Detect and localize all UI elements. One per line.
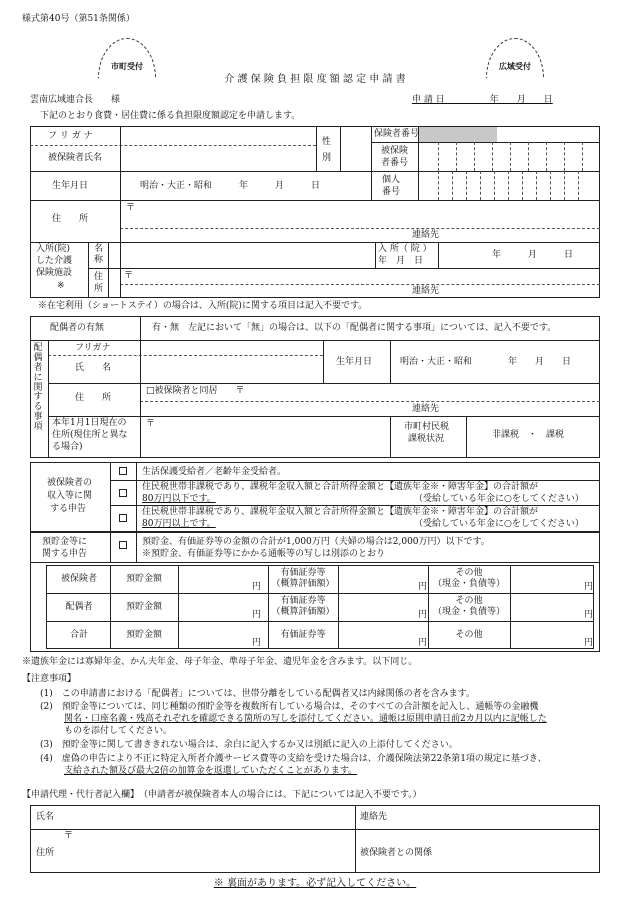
income-option-2-checkbox[interactable]: [119, 489, 127, 497]
facility-name-field[interactable]: [110, 243, 373, 267]
address-field[interactable]: [135, 203, 595, 227]
facility-label-4: ※: [57, 281, 65, 291]
securities-label: 有価証券等: [280, 630, 326, 640]
birthdate-label: 生年月日: [52, 181, 89, 191]
tax-status-label-1: 市町村民税: [404, 422, 450, 432]
savings-checkbox[interactable]: [119, 541, 127, 549]
other-amount-field[interactable]: [512, 623, 584, 647]
jan-address-label-3: る場合): [52, 442, 83, 452]
securities-sub-label: （概算評価額）: [271, 579, 335, 589]
region-reception-stamp: [486, 38, 544, 78]
addressee: 雲南広域連合長 様: [30, 95, 121, 105]
admission-date-label: 入 所（ 院 ）: [378, 244, 432, 254]
other-assets-label: その他: [455, 568, 483, 578]
income-option-2-note: （受給している年金に○をしてください）: [414, 494, 584, 504]
spouse-name-field[interactable]: [142, 341, 322, 382]
facility-address-label: 住: [94, 272, 104, 282]
tax-status-field[interactable]: 非課税 ・ 課税: [492, 430, 565, 440]
other-assets-sub-label: （現金・負債等）: [432, 607, 505, 617]
savings-text-1: 預貯金、有価証券等の金額の合計が1,000万円（夫婦の場合は2,000万円）以下です。: [142, 537, 490, 547]
savings-label-2: 関する申告: [42, 549, 88, 559]
note-1: (1) この申請書における「配偶者」については、世帯分離をしている配偶者又は内縁関係の者を含みます。: [40, 689, 475, 699]
securities-yen: 円: [418, 610, 428, 620]
cohabit-checkbox[interactable]: □被保険者と同居 〒: [146, 386, 245, 396]
other-assets-label: その他: [455, 630, 483, 640]
deposit-yen: 円: [252, 582, 262, 592]
other-assets-sub-label: （現金・負債等）: [432, 579, 505, 589]
note-2c: ものを添付してください。: [64, 726, 173, 736]
note-4b: 支給された額及び最大2倍の加算金を返還していただくことがあります。: [64, 766, 358, 776]
spouse-presence-label: 配偶者の有無: [50, 323, 105, 333]
savings-row-label: 被保険者: [60, 574, 97, 584]
deposit-label: 預貯金額: [125, 630, 162, 640]
savings-row-label: 合計: [69, 630, 88, 640]
securities-yen: 円: [418, 582, 428, 592]
city-reception-stamp: [98, 38, 156, 78]
admission-date-label-2: 年 月 日: [378, 256, 424, 266]
facility-postal-mark: 〒: [124, 271, 134, 281]
income-option-1: 生活保護受給者／老齢年金受給者。: [142, 467, 287, 477]
income-label-3: する申告: [50, 504, 87, 514]
stamp-label: 市町受付: [111, 62, 143, 71]
contact-label: 連絡先: [412, 230, 440, 240]
facility-contact-label: 連絡先: [412, 286, 440, 296]
deposit-amount-field[interactable]: [180, 567, 250, 591]
deposit-label: 預貯金額: [125, 602, 162, 612]
securities-amount-field[interactable]: [340, 567, 428, 591]
facility-name-label: 名: [94, 244, 104, 254]
notes-heading: 【注意事項】: [22, 674, 77, 684]
furigana-field[interactable]: [121, 127, 315, 144]
facility-label-2: した介護: [36, 256, 73, 266]
note-3: (3) 預貯金等に関して書ききれない場合は、余白に記入するか又は別紙に記入の上添付してください。: [40, 740, 458, 750]
deposit-amount-field[interactable]: [180, 595, 250, 619]
furigana-label: フ リ ガ ナ: [48, 131, 93, 141]
income-label-2: 収入等に関: [47, 491, 93, 501]
other-amount-field[interactable]: [512, 567, 584, 591]
tax-status-label-2: 課税状況: [408, 434, 445, 444]
facility-address-label-2: 所: [94, 284, 104, 294]
back-side-notice: ※ 裏面があります。必ず記入してください。: [213, 878, 417, 889]
securities-yen: 円: [418, 638, 428, 648]
note-4a: (4) 虚偽の申告により不正に特定入所者介護サービス費等の支給を受けた場合は、介護保険法第22条第1項の規定に基づき、: [40, 754, 547, 764]
form-title: 介 護 保 険 負 担 限 度 額 認 定 申 請 書: [224, 74, 406, 85]
jan-address-label-1: 本年1月1日現在の: [52, 418, 127, 428]
income-option-3-amount: 80万円以上です。: [142, 519, 216, 529]
savings-label-1: 預貯金等に: [42, 537, 88, 547]
personal-number-label: 個人: [382, 175, 401, 185]
spouse-address-label: 住 所: [75, 393, 112, 403]
securities-amount-field[interactable]: [340, 623, 428, 647]
insured-name-label: 被保険者氏名: [48, 153, 103, 163]
savings-row-label: 配偶者: [65, 602, 93, 612]
spouse-furigana-label: フリガナ: [75, 343, 111, 353]
deposit-amount-field[interactable]: [180, 623, 250, 647]
deposit-yen: 円: [252, 610, 262, 620]
postal-mark: 〒: [126, 203, 136, 213]
intro-text: 下記のとおり食費・居住費に係る負担限度額認定を申請します。: [40, 111, 301, 121]
address-label: 住 所: [52, 214, 89, 224]
other-yen: 円: [584, 610, 594, 620]
jan-postal-mark: 〒: [146, 419, 156, 429]
insurer-number-shaded: [419, 127, 497, 142]
securities-label: 有価証券等: [280, 568, 326, 578]
income-option-2-amount: 80万円以下です。: [142, 494, 216, 504]
proxy-heading: 【申請代理・代行者記入欄】 （申請者が被保険者本人の場合には、下記については記入不要です。）: [22, 790, 422, 800]
jan-address-field[interactable]: [155, 418, 387, 456]
income-option-3-note: （受給している年金に○をしてください）: [414, 519, 584, 529]
spouse-section-label: 配 偶 者 に 関 す る 事 項: [33, 343, 43, 433]
note-2a: (2) 預貯金等については、同じ種類の預貯金等を複数所有している場合は、そのすべての合計額を記入し、通帳等の金融機: [40, 702, 539, 712]
spouse-name-label: 氏 名: [75, 363, 112, 373]
application-date[interactable]: 申 請 日 年 月 日: [412, 95, 553, 105]
spouse-presence-field[interactable]: 有・無 左記において「無」の場合は、以下の「配偶者に関する事項」については、記入不要です。: [152, 323, 557, 333]
other-amount-field[interactable]: [512, 595, 584, 619]
insurer-number-label: 保険者番号: [374, 129, 420, 139]
pension-note: ※遺族年金には寡婦年金、かん夫年金、母子年金、準母子年金、遺児年金を含みます。以下同じ。: [22, 657, 418, 667]
sex-label: 性: [322, 137, 332, 147]
sex-label-2: 別: [322, 153, 332, 163]
proxy-relation-label: 被保険者との関係: [360, 848, 433, 858]
spouse-contact-label: 連絡先: [412, 404, 440, 414]
income-option-3-checkbox[interactable]: [119, 514, 127, 522]
proxy-contact-label: 連絡先: [360, 812, 388, 822]
proxy-name-label: 氏名: [36, 812, 55, 822]
facility-name-label-2: 称: [94, 255, 104, 265]
jan-address-label-2: 住所(現住所と異な: [52, 430, 128, 440]
savings-text-2: ※預貯金、有価証券等にかかる通帳等の写しは別添のとおり: [142, 549, 386, 559]
securities-amount-field[interactable]: [340, 595, 428, 619]
other-yen: 円: [584, 582, 594, 592]
insured-number-label: 被保険: [381, 146, 409, 156]
form-number: 様式第40号（第51条関係）: [22, 14, 135, 24]
facility-label-1: 入所(院): [36, 244, 71, 254]
personal-number-label-2: 番号: [382, 187, 401, 197]
proxy-name-field[interactable]: [60, 807, 352, 827]
proxy-address-field[interactable]: [60, 831, 352, 871]
deposit-label: 預貯金額: [125, 574, 162, 584]
income-option-1-checkbox[interactable]: [119, 467, 127, 475]
spouse-birthdate-field[interactable]: 明治・大正・昭和 年 月 日: [400, 357, 572, 367]
short-stay-note: ※在宅利用（ショートステイ）の場合は、入所(院)に関する項目は記入不要です。: [38, 301, 368, 311]
deposit-yen: 円: [252, 638, 262, 648]
income-option-2-text: 住民税世帯非課税であり、課税年金収入額と合計所得金額と【遺族年金※・障害年金】の合計額が: [142, 482, 539, 492]
income-label-1: 被保険者の: [47, 478, 93, 488]
securities-label: 有価証券等: [280, 596, 326, 606]
other-assets-label: その他: [455, 596, 483, 606]
stamp-label: 広域受付: [499, 62, 531, 71]
securities-sub-label: （概算評価額）: [271, 607, 335, 617]
income-option-3-text: 住民税世帯非課税であり、課税年金収入額と合計所得金額と【遺族年金※・障害年金】の合計額が: [142, 507, 539, 517]
spouse-birthdate-label: 生年月日: [336, 357, 373, 367]
other-yen: 円: [584, 638, 594, 648]
note-2b: 関名・口座名義・残高それぞれを確認できる箇所の写しを添付してください。通帳は原則申請日前2カ月以内に記帳した: [64, 714, 547, 724]
proxy-postal-mark: 〒: [64, 831, 74, 841]
insured-number-label-2: 者番号: [381, 158, 409, 168]
birthdate-field[interactable]: 明治・大正・昭和 年 月 日: [140, 181, 321, 191]
admission-date-field[interactable]: 年 月 日: [492, 250, 574, 260]
proxy-address-label: 住所: [36, 848, 55, 858]
facility-label-3: 保険施設: [36, 268, 73, 278]
insured-name-field[interactable]: [121, 147, 315, 170]
